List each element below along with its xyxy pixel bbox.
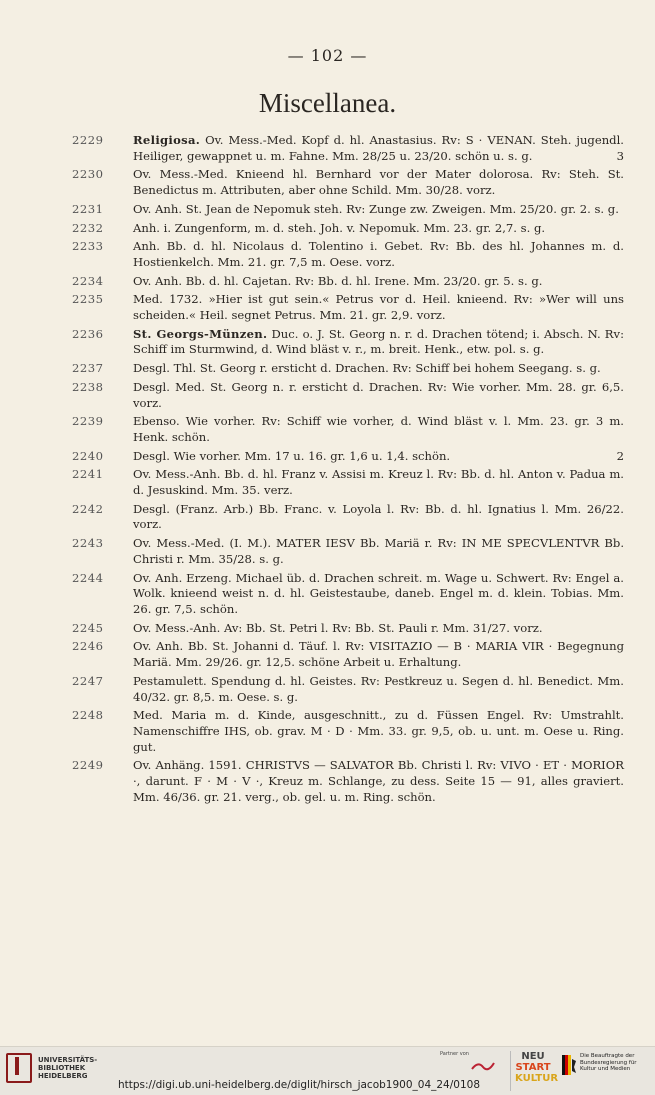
page-heading: Miscellanea.: [258, 88, 397, 118]
entry-number: 2248: [72, 708, 104, 723]
neustart-line-2: START: [515, 1062, 551, 1073]
entry-number: 2247: [72, 673, 104, 688]
entry-text: Desgl. Thl. St. Georg r. ersticht d. Drachen. Rv: Schiff bei hohem Seegang. s. g.: [133, 361, 601, 376]
entry-text: Ebenso. Wie vorher. Rv: Schiff wie vorher, d. Wind bläst v. l. Mm. 23. gr. 3 m. Henk. schön.: [133, 414, 624, 444]
entry-description: [133, 274, 624, 290]
entry-number: 2229: [72, 133, 104, 147]
entry-description: [133, 167, 624, 198]
entry-text: Ov. Mess.-Anh. Bb. d. hl. Franz v. Assisi m. Kreuz l. Rv: Bb. d. hl. Anton v. Padua m. d. Jesuskind. Mm. 35. verz.: [133, 467, 624, 498]
entry-price: 3: [616, 148, 624, 163]
page-url[interactable]: https://digi.ub.uni-heidelberg.de/diglit/hirsch_jacob1900_04_24/0108: [118, 1079, 480, 1091]
entry-description: [133, 467, 624, 498]
catalog-entry: [72, 274, 624, 290]
entry-number: 2241: [72, 467, 104, 482]
entry-description: [133, 380, 624, 411]
catalog-entry: [72, 449, 624, 465]
library-logo-text: [38, 1056, 97, 1080]
entry-number: 2242: [72, 501, 104, 516]
entry-description: [133, 292, 624, 323]
logo-line-2: BIBLIOTHEK: [38, 1064, 86, 1072]
entry-text: Anh. Bb. d. hl. Nicolaus d. Tolentino i. Gebet. Rv: Bb. des hl. Johannes m. d. Hostienkelch. Mm. 21. gr. 7,5 m. Oese. vorz.: [133, 239, 624, 269]
entry-description: [133, 414, 624, 445]
entry-description: [133, 674, 624, 705]
entry-text: Duc. o. J. St. Georg n. r. d. Drachen tötend; i. Absch. N. Rv: Schiff im Sturmwind, d. Wind bläst v. r., m. breit. Henk., etw. pol. s. g.: [133, 326, 624, 357]
catalog-entry: [72, 467, 624, 498]
entry-text: Ov. Mess.-Med. Kopf d. hl. Anastasius. Rv: S · VENAN. Steh. jugendl. Heiliger, gewappnet u. m. Fahne. Mm. 28/25 u. 23/20. schön u. s. g.: [133, 133, 624, 163]
catalog-entry: [72, 758, 624, 805]
catalog-entry: [72, 621, 624, 637]
federal-eagle-icon: [562, 1055, 576, 1075]
partner-mark-icon: [470, 1059, 496, 1073]
entry-description: [133, 327, 624, 358]
entry-number: 2245: [72, 620, 104, 635]
catalog-entry: [72, 502, 624, 533]
catalog-entry: [72, 133, 624, 164]
entry-number: 2235: [72, 292, 104, 307]
entry-number: 2246: [72, 639, 104, 654]
logo-line-1: UNIVERSITÄTS-: [38, 1056, 98, 1064]
entry-text: Ov. Anh. Erzeng. Michael üb. d. Drachen schreit. m. Wage u. Schwert. Rv: Engel a. Wolk. knieend weist n. d. hl. Geistestaube, daneb. Engel m. d. klein. Tobias. Mm. 26. gr. 7,5. schön.: [133, 570, 624, 616]
entry-description: [133, 239, 624, 270]
entry-number: 2230: [72, 167, 104, 182]
entry-number: 2231: [72, 201, 104, 216]
entry-text: Desgl. (Franz. Arb.) Bb. Franc. v. Loyola l. Rv: Bb. d. hl. Ignatius l. Mm. 26/22. vorz.: [133, 501, 624, 532]
entry-number: 2237: [72, 361, 104, 376]
entry-number: 2249: [72, 758, 104, 773]
entry-description: [133, 758, 624, 805]
entry-section-title: Religiosa.: [133, 133, 201, 147]
catalog-entry: [72, 327, 624, 358]
entry-price: 2: [616, 448, 624, 463]
neustart-kultur-logo[interactable]: [510, 1051, 559, 1091]
entry-text: Ov. Anh. St. Jean de Nepomuk steh. Rv: Zunge zw. Zweigen. Mm. 25/20. gr. 2. s. g.: [133, 201, 619, 216]
entry-description: [133, 361, 624, 377]
neustart-line-1: NEU: [521, 1051, 545, 1062]
entry-description: [133, 621, 624, 637]
entry-text: Med. Maria m. d. Kinde, ausgeschnitt., zu d. Füssen Engel. Rv: Umstrahlt. Namenschiffre IHS, ob. grav. M · D · Mm. 33. gr. 9,5, ob. u. unt. m. Oese u. Ring. gut.: [133, 708, 624, 754]
entry-text: Ov. Mess.-Anh. Av: Bb. St. Petri l. Rv: Bb. St. Pauli r. Mm. 31/27. vorz.: [133, 620, 543, 635]
entry-number: 2232: [72, 220, 104, 235]
catalog-entry: [72, 239, 624, 270]
logo-line-3: HEIDELBERG: [38, 1072, 88, 1080]
entry-description: [133, 639, 624, 670]
catalog-list: [72, 133, 624, 808]
entry-text: Ov. Anh. Bb. d. hl. Cajetan. Rv: Bb. d. hl. Irene. Mm. 23/20. gr. 5. s. g.: [133, 273, 543, 288]
library-logo-icon: [6, 1053, 32, 1083]
entry-number: 2240: [72, 448, 104, 463]
entry-section-title: St. Georgs-Münzen.: [133, 326, 268, 341]
page-number: — 102 —: [287, 46, 368, 65]
catalog-entry: [72, 414, 624, 445]
entry-number: 2233: [72, 239, 104, 254]
entry-description: [133, 449, 624, 465]
catalog-entry: [72, 380, 624, 411]
entry-description: [133, 133, 624, 164]
entry-description: [133, 708, 624, 755]
catalog-entry: [72, 361, 624, 377]
entry-description: [133, 202, 624, 218]
entry-text: Med. 1732. »Hier ist gut sein.« Petrus vor d. Heil. knieend. Rv: »Wer will uns scheiden.« Heil. segnet Petrus. Mm. 21. gr. 2,9. vorz.: [133, 292, 624, 323]
entry-number: 2244: [72, 570, 104, 585]
entry-text: Ov. Anhäng. 1591. CHRISTVS — SALVATOR Bb. Christi l. Rv: VIVO · ET · MORIOR ·, darunt. F · M · V ·, Kreuz m. Schlange, zu dess. Seite 15 — 91, alles graviert. Mm. 46/36. gr. 21. verg., ob. gel. u. m. Ring. schön.: [133, 758, 624, 804]
bkm-label: Die Beauftragte der Bundesregierung für Kultur und Medien: [580, 1053, 637, 1072]
catalog-entry: [72, 167, 624, 198]
entry-text: Ov. Mess.-Med. Knieend hl. Bernhard vor der Mater dolorosa. Rv: Steh. St. Benedictus m. Attributen, aber ohne Schild. Mm. 30/28. vorz.: [133, 167, 624, 198]
entry-number: 2238: [72, 379, 104, 394]
catalog-entry: [72, 674, 624, 705]
catalog-entry: [72, 292, 624, 323]
library-logo[interactable]: [6, 1053, 97, 1083]
entry-text: Anh. i. Zungenform, m. d. steh. Joh. v. Nepomuk. Mm. 23. gr. 2,7. s. g.: [133, 220, 546, 235]
catalog-entry: [72, 639, 624, 670]
entry-text: Desgl. Wie vorher. Mm. 17 u. 16. gr. 1,6 u. 1,4. schön.: [133, 448, 451, 463]
entry-text: Ov. Anh. Bb. St. Johanni d. Täuf. l. Rv: VISITAZIO — B · MARIA VIR · Begegnung Mariä. Mm. 29/26. gr. 12,5. schöne Arbeit u. Erhaltung.: [133, 639, 624, 670]
entry-number: 2243: [72, 536, 104, 551]
entry-text: Desgl. Med. St. Georg n. r. ersticht d. Drachen. Rv: Wie vorher. Mm. 28. gr. 6,5. vorz.: [133, 379, 624, 410]
entry-number: 2239: [72, 414, 104, 429]
entry-number: 2234: [72, 273, 104, 288]
entry-description: [133, 221, 624, 237]
entry-number: 2236: [72, 326, 104, 341]
entry-description: [133, 536, 624, 567]
entry-description: [133, 571, 624, 618]
entry-text: Ov. Mess.-Med. (I. M.). MATER IESV Bb. Mariä r. Rv: IN ME SPECVLENTVR Bb. Christi r. Mm. 35/28. s. g.: [133, 536, 624, 566]
entry-description: [133, 502, 624, 533]
catalog-entry: [72, 221, 624, 237]
partner-label: Partner von: [440, 1051, 469, 1057]
catalog-entry: [72, 708, 624, 755]
entry-text: Pestamulett. Spendung d. hl. Geistes. Rv: Pestkreuz u. Segen d. hl. Benedict. Mm. 40/32. gr. 8,5. m. Oese. s. g.: [133, 673, 624, 704]
catalog-entry: [72, 202, 624, 218]
catalog-entry: [72, 536, 624, 567]
catalog-entry: [72, 571, 624, 618]
footer-bar: [0, 1046, 655, 1095]
neustart-line-3: KULTUR: [515, 1073, 559, 1084]
